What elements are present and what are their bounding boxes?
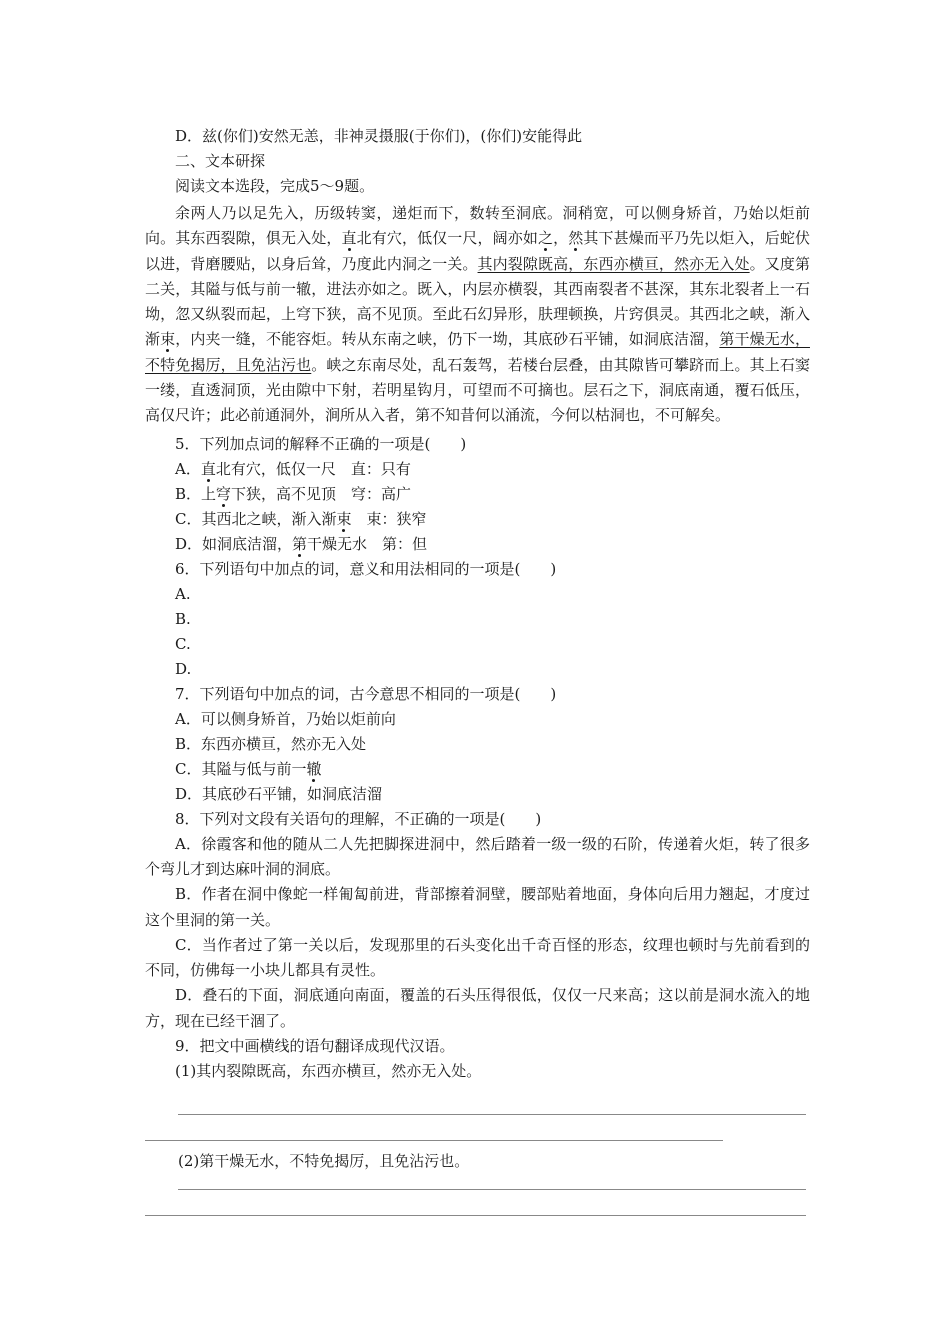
dotted-char-shu: 束 — [160, 330, 176, 349]
q5-a-prefix: A． — [175, 459, 201, 478]
q8-d-text: D．叠石的下面，洞底通向南面，覆盖的石头压得很低，仅仅一尺来高；这以前是洞水流入的地方，现在已经干涸了。 — [145, 986, 810, 1030]
answer-line-2a[interactable] — [178, 1189, 806, 1190]
q5-d-prefix: D．如洞底洁溜， — [175, 534, 293, 553]
section-title: 二、文本研探 — [175, 152, 266, 170]
q6-option-c: C. — [175, 634, 191, 653]
q7-stem: 7．下列语句中加点的词，古今意思不相同的一项是( ) — [175, 684, 557, 703]
dotted-char-zhi-of: 之 — [537, 229, 554, 248]
passage-text-3: 其下甚燥而平乃先以炬入，后蛇伏以进，背磨腰贴，以身后耸，乃度此内洞之一关。 — [145, 229, 810, 273]
passage-text-2b: ， — [553, 229, 569, 248]
q5-option-a — [145, 457, 810, 482]
q5-b-prefix: B．上 — [175, 484, 217, 503]
q7-c-dotted: 辙 — [306, 759, 322, 778]
document-page — [145, 124, 810, 1084]
q5-option-d — [145, 532, 810, 557]
q5-stem: 5．下列加点词的解释不正确的一项是( ) — [175, 434, 467, 453]
dotted-char-zhi: 直 — [341, 229, 357, 248]
q7-c-text: C．其隘与低与前一 — [175, 759, 307, 778]
q7-option-c — [145, 757, 810, 782]
q5-c-dotted: 束 — [336, 509, 352, 528]
q5-option-c — [145, 507, 810, 532]
passage — [145, 201, 810, 429]
q9-sentence-1: (1)其内裂隙既高，东西亦横亘，然亦无入处。 — [175, 1062, 482, 1081]
dotted-char-ran: 然 — [568, 229, 584, 248]
q5-option-b — [145, 482, 810, 507]
q5-d-dotted: 第 — [292, 534, 308, 553]
q5-b-dotted: 穹 — [216, 484, 232, 503]
passage-text-2: 北有穴，低仅一尺，阔亦如 — [356, 229, 538, 248]
passage-text-6: 。峡之东南尽处，乱石轰驾，若楼台层叠，由其隙皆可攀跻而上。其上石窦一缕，直透洞顶，光由隙中下射，若明星钩月，可望而不可摘也。层石之下，洞底南通，覆石低压，高仅尺许；此必前通洞外，涧所从入者，第不知昔何以涌流，今何以枯洞也，不可解矣。 — [145, 355, 810, 425]
q8-b-text: B．作者在洞中像蛇一样匍匐前进，背部擦着洞壁，腰部贴着地面，身体向后用力翘起，才度过这个里洞的第一关。 — [145, 885, 810, 929]
answer-line-1b[interactable] — [145, 1140, 723, 1141]
passage-text-1: 余两人乃以足先入，历级转窦，递炬而下，数转至洞底。洞稍宽，可以侧身矫首，乃始以炬前向。其东西裂隙，俱无入处， — [145, 204, 810, 248]
underlined-sentence-2: 第干燥无水，不特免揭厉，且免沾污也 — [145, 330, 810, 374]
underlined-sentence-1: 其内裂隙既高，东西亦横亘，然亦无入处 — [477, 254, 750, 273]
q5-d-text: 干燥无水 第：但 — [307, 534, 428, 553]
q5-c-prefix: C．其西北之峡，渐入渐 — [175, 509, 337, 528]
q6-stem: 6．下列语句中加点的词，意义和用法相同的一项是( ) — [175, 559, 557, 578]
answer-line-2b[interactable] — [145, 1215, 806, 1216]
q7-option-b: B．东西亦横亘，然亦无入处 — [175, 734, 367, 753]
q6-option-a: A. — [175, 584, 191, 603]
q5-a-text: 北有穴，低仅一尺 直：只有 — [215, 459, 411, 478]
q9-stem: 9．把文中画横线的语句翻译成现代汉语。 — [175, 1037, 455, 1056]
q9-sentence-2: (2)第干燥无水，不特免揭厉，且免沾污也。 — [178, 1152, 470, 1170]
q8-c-text: C．当作者过了第一关以后，发现那里的石头变化出千奇百怪的形态，纹理也顿时与先前看到的不同，仿佛每一小块儿都具有灵性。 — [145, 935, 810, 980]
q5-b-text: 下狭，高不见顶 穹：高广 — [231, 484, 412, 503]
q8-option-c — [145, 933, 810, 984]
q7-option-d: D．其底砂石平铺，如洞底洁溜 — [175, 784, 383, 803]
q8-stem: 8．下列对文段有关语句的理解，不正确的一项是( ) — [175, 809, 542, 828]
instruction: 阅读文本选段，完成5～9题。 — [175, 177, 375, 195]
q8-a-text: A．徐霞客和他的随从二人先把脚探进洞中，然后踏着一级一级的石阶，传递着火炬，转了很多个弯儿才到达麻叶洞的洞底。 — [145, 834, 810, 878]
q8-option-d — [145, 983, 810, 1034]
q7-option-a: A．可以侧身矫首，乃始以炬前向 — [175, 709, 396, 728]
q5-c-text: 束：狭窄 — [351, 509, 427, 528]
q6-option-d: D. — [175, 659, 192, 678]
passage-text-5: ，内夹一缝，不能容炬。转从东南之峡，仍下一坳，其底砂石平铺，如洞底洁溜， — [175, 330, 720, 349]
passage-text-4: 。又度第二关，其隘与低与前一辙，进法亦如之。既入，内层亦横裂，其西南裂者不甚深，其东北裂者上一石坳，忽又纵裂而起，上穹下狭，高不见顶。至此石幻异形，肤理顿换，片窍俱灵。其西北之峡，渐入渐 — [145, 254, 810, 349]
q6-option-b: B. — [175, 609, 191, 628]
answer-line-1a[interactable] — [178, 1114, 806, 1115]
q4-option-d: D．兹(你们)安然无恙，非神灵摄服(于你们)，(你们)安能得此 — [175, 127, 583, 145]
q8-option-a — [145, 832, 810, 883]
q8-option-b — [145, 882, 810, 933]
q5-a-dotted: 直 — [200, 459, 216, 478]
